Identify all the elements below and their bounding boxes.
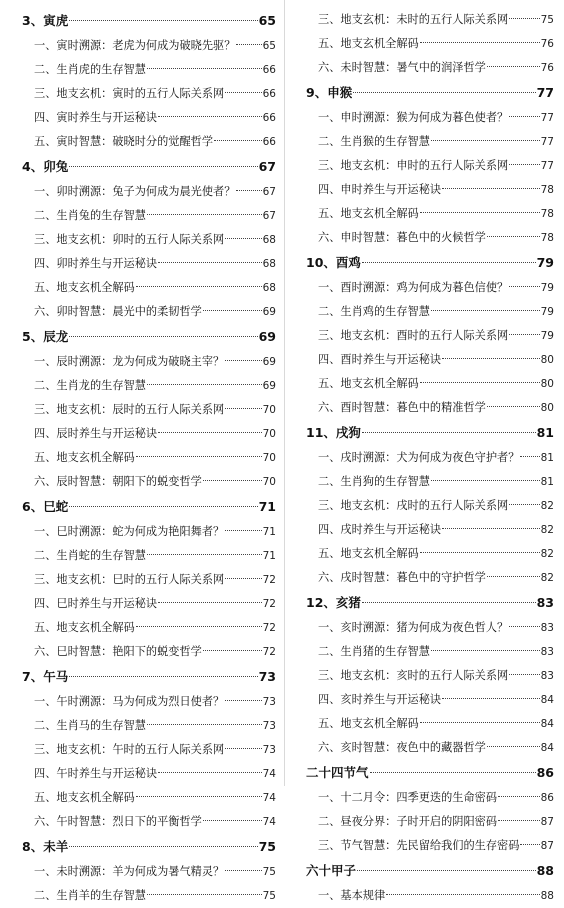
entry-title: 五、地支玄机全解码	[318, 37, 419, 50]
toc-entry[interactable]	[22, 180, 276, 204]
page-number: 68	[262, 258, 276, 270]
entry-title: 一、未时溯源：羊为何成为暑气精灵？	[34, 865, 225, 878]
entry-title: 四、午时养生与开运秘诀	[34, 767, 158, 780]
dot-leader	[69, 846, 257, 847]
entry-title: 二、生肖龙的生存智慧	[34, 379, 146, 392]
dot-leader	[225, 700, 261, 701]
toc-entry[interactable]	[22, 300, 276, 324]
entry-title: 五、地支玄机全解码	[318, 547, 419, 560]
entry-title: 三、地支玄机：寅时的五行人际关系网	[34, 87, 225, 100]
entry-title: 五、地支玄机全解码	[34, 451, 135, 464]
toc-entry[interactable]	[22, 640, 276, 664]
entry-title: 二、生肖鸡的生存智慧	[318, 305, 430, 318]
entry-title: 三、地支玄机：卯时的五行人际关系网	[34, 233, 225, 246]
entry-title: 二、生肖蛇的生存智慧	[34, 549, 146, 562]
toc-entry[interactable]	[22, 714, 276, 738]
page-number: 84	[540, 742, 554, 754]
dot-leader	[136, 796, 262, 797]
toc-entry[interactable]	[306, 688, 554, 712]
toc-entry[interactable]	[306, 202, 554, 226]
dot-leader	[353, 92, 535, 93]
dot-leader	[236, 190, 261, 191]
dot-leader	[147, 894, 262, 895]
page-number: 78	[540, 232, 554, 244]
entry-title: 三、地支玄机：未时的五行人际关系网	[318, 13, 509, 26]
page-number: 75	[262, 890, 276, 902]
toc-entry[interactable]	[22, 252, 276, 276]
toc-section-heading[interactable]	[306, 420, 554, 446]
dot-leader	[225, 92, 261, 93]
page-number: 65	[258, 13, 276, 28]
dot-leader	[442, 358, 540, 359]
dot-leader	[509, 334, 539, 335]
toc-entry[interactable]	[22, 204, 276, 228]
dot-leader	[362, 602, 536, 603]
dot-leader	[420, 212, 540, 213]
entry-title: 六、卯时智慧：晨光中的柔韧哲学	[34, 305, 202, 318]
page-number: 79	[536, 255, 554, 270]
page-number: 72	[262, 598, 276, 610]
toc-section-heading[interactable]	[22, 494, 276, 520]
entry-title: 三、地支玄机：亥时的五行人际关系网	[318, 669, 509, 682]
toc-section-heading[interactable]	[22, 8, 276, 34]
dot-leader	[362, 262, 536, 263]
page-number: 69	[262, 306, 276, 318]
dot-leader	[136, 456, 262, 457]
entry-title: 四、卯时养生与开运秘诀	[34, 257, 158, 270]
section-title: 六十甲子	[306, 863, 357, 878]
toc-entry[interactable]	[306, 736, 554, 760]
dot-leader	[487, 66, 540, 67]
entry-title: 三、地支玄机：申时的五行人际关系网	[318, 159, 509, 172]
toc-entry[interactable]	[22, 106, 276, 130]
page-number: 70	[262, 404, 276, 416]
dot-leader	[69, 166, 257, 167]
entry-title: 三、地支玄机：午时的五行人际关系网	[34, 743, 225, 756]
toc-entry[interactable]	[306, 396, 554, 420]
page-number: 77	[540, 112, 554, 124]
page-number: 82	[540, 500, 554, 512]
dot-leader	[203, 820, 262, 821]
dot-leader	[362, 432, 536, 433]
entry-title: 四、戌时养生与开运秘诀	[318, 523, 442, 536]
dot-leader	[69, 20, 257, 21]
dot-leader	[225, 870, 261, 871]
dot-leader	[214, 140, 262, 141]
page-number: 75	[258, 839, 276, 854]
toc-section-heading[interactable]	[306, 250, 554, 276]
dot-leader	[158, 116, 262, 117]
dot-leader	[487, 236, 540, 237]
toc-entry[interactable]	[306, 712, 554, 736]
toc-entry[interactable]	[306, 786, 554, 810]
dot-leader	[431, 650, 540, 651]
dot-leader	[442, 528, 540, 529]
dot-leader	[509, 116, 539, 117]
dot-leader	[420, 552, 540, 553]
toc-entry[interactable]	[22, 34, 276, 58]
page-number: 72	[262, 646, 276, 658]
entry-title: 六、午时智慧：烈日下的平衡哲学	[34, 815, 202, 828]
dot-leader	[158, 602, 262, 603]
toc-right-column	[306, 8, 554, 902]
dot-leader	[509, 674, 539, 675]
dot-leader	[158, 432, 262, 433]
toc-entry[interactable]	[306, 446, 554, 470]
dot-leader	[357, 870, 536, 871]
page-number: 77	[540, 136, 554, 148]
dot-leader	[203, 310, 262, 311]
toc-entry[interactable]	[306, 616, 554, 640]
dot-leader	[487, 746, 540, 747]
toc-entry[interactable]	[306, 566, 554, 590]
entry-title: 四、巳时养生与开运秘诀	[34, 597, 158, 610]
entry-title: 六、辰时智慧：朝阳下的蜕变哲学	[34, 475, 202, 488]
page-number: 74	[262, 792, 276, 804]
page-number: 76	[540, 62, 554, 74]
page-number: 72	[262, 574, 276, 586]
dot-leader	[431, 480, 540, 481]
toc-entry[interactable]	[22, 592, 276, 616]
toc-entry[interactable]	[306, 130, 554, 154]
toc-section-heading[interactable]	[306, 858, 554, 884]
section-title: 7、午马	[22, 669, 69, 684]
page-number: 71	[262, 526, 276, 538]
toc-entry[interactable]	[22, 82, 276, 106]
page-number: 74	[262, 768, 276, 780]
toc-entry[interactable]	[306, 834, 554, 858]
page-number: 73	[262, 696, 276, 708]
entry-title: 五、地支玄机全解码	[34, 621, 135, 634]
toc-entry[interactable]	[22, 276, 276, 300]
entry-title: 六、酉时智慧：暮色中的精准哲学	[318, 401, 486, 414]
dot-leader	[442, 698, 540, 699]
dot-leader	[509, 286, 539, 287]
entry-title: 五、地支玄机全解码	[34, 791, 135, 804]
page-number: 87	[540, 840, 554, 852]
page-number: 81	[536, 425, 554, 440]
dot-leader	[420, 42, 540, 43]
toc-entry[interactable]	[306, 56, 554, 80]
page-number: 87	[540, 816, 554, 828]
page-number: 69	[262, 356, 276, 368]
page-number: 66	[262, 64, 276, 76]
page-number: 80	[540, 354, 554, 366]
page-number: 79	[540, 306, 554, 318]
page-number: 81	[540, 476, 554, 488]
toc-section-heading[interactable]	[22, 664, 276, 690]
page-number: 77	[536, 85, 554, 100]
dot-leader	[509, 626, 539, 627]
dot-leader	[520, 456, 539, 457]
dot-leader	[136, 286, 262, 287]
dot-leader	[509, 18, 539, 19]
dot-leader	[147, 554, 262, 555]
toc-entry[interactable]	[22, 520, 276, 544]
dot-leader	[431, 140, 540, 141]
page-number: 71	[258, 499, 276, 514]
toc-entry[interactable]	[306, 664, 554, 688]
dot-leader	[509, 504, 539, 505]
dot-leader	[370, 772, 536, 773]
toc-left-column	[22, 8, 276, 902]
toc-entry[interactable]	[22, 616, 276, 640]
page-number: 66	[262, 136, 276, 148]
dot-leader	[147, 384, 262, 385]
page-number: 71	[262, 550, 276, 562]
page-number: 88	[536, 863, 554, 878]
page-number: 69	[258, 329, 276, 344]
page-number: 84	[540, 718, 554, 730]
toc-section-heading[interactable]	[306, 590, 554, 616]
page-number: 69	[262, 380, 276, 392]
page-number: 73	[262, 744, 276, 756]
dot-leader	[69, 676, 257, 677]
toc-entry[interactable]	[306, 348, 554, 372]
page-number: 70	[262, 428, 276, 440]
toc-entry[interactable]	[22, 568, 276, 592]
dot-leader	[498, 796, 540, 797]
toc-entry[interactable]	[306, 494, 554, 518]
toc-entry[interactable]	[306, 226, 554, 250]
page-number: 68	[262, 282, 276, 294]
toc-entry[interactable]	[22, 810, 276, 834]
dot-leader	[69, 336, 257, 337]
dot-leader	[236, 44, 261, 45]
page-number: 74	[262, 816, 276, 828]
section-title: 3、寅虎	[22, 13, 69, 28]
page-number: 83	[540, 670, 554, 682]
entry-title: 二、生肖猪的生存智慧	[318, 645, 430, 658]
dot-leader	[203, 480, 262, 481]
column-divider	[284, 0, 285, 786]
dot-leader	[225, 530, 261, 531]
entry-title: 二、生肖狗的生存智慧	[318, 475, 430, 488]
dot-leader	[158, 772, 262, 773]
entry-title: 一、午时溯源：马为何成为烈日使者？	[34, 695, 225, 708]
entry-title: 二、昼夜分界：子时开启的阴阳密码	[318, 815, 498, 828]
entry-title: 三、地支玄机：酉时的五行人际关系网	[318, 329, 509, 342]
entry-title: 三、地支玄机：辰时的五行人际关系网	[34, 403, 225, 416]
toc-entry[interactable]	[306, 106, 554, 130]
entry-title: 一、十二月令：四季更迭的生命密码	[318, 791, 498, 804]
entry-title: 二、生肖马的生存智慧	[34, 719, 146, 732]
page-number: 84	[540, 694, 554, 706]
page-number: 73	[262, 720, 276, 732]
entry-title: 五、地支玄机全解码	[318, 377, 419, 390]
toc-entry[interactable]	[306, 372, 554, 396]
entry-title: 二、生肖羊的生存智慧	[34, 889, 146, 902]
page-number: 75	[540, 14, 554, 26]
entry-title: 二、生肖猴的生存智慧	[318, 135, 430, 148]
toc-section-heading[interactable]	[22, 834, 276, 860]
toc-entry[interactable]	[306, 8, 554, 32]
page-number: 83	[540, 646, 554, 658]
page-number: 82	[540, 548, 554, 560]
entry-title: 四、辰时养生与开运秘诀	[34, 427, 158, 440]
entry-title: 四、寅时养生与开运秘诀	[34, 111, 158, 124]
section-title: 10、酉鸡	[306, 255, 361, 270]
page-number: 77	[540, 160, 554, 172]
toc-entry[interactable]	[22, 130, 276, 154]
page-number: 81	[540, 452, 554, 464]
page-number: 67	[258, 159, 276, 174]
page-number: 79	[540, 330, 554, 342]
entry-title: 五、地支玄机全解码	[34, 281, 135, 294]
section-title: 4、卯兔	[22, 159, 69, 174]
page-number: 68	[262, 234, 276, 246]
toc-entry[interactable]	[22, 690, 276, 714]
toc-entry[interactable]	[22, 884, 276, 908]
dot-leader	[225, 748, 261, 749]
page-number: 83	[540, 622, 554, 634]
page-number: 66	[262, 112, 276, 124]
dot-leader	[225, 408, 261, 409]
entry-title: 六、戌时智慧：暮色中的守护哲学	[318, 571, 486, 584]
section-title: 12、亥猪	[306, 595, 361, 610]
toc-entry[interactable]	[22, 762, 276, 786]
dot-leader	[147, 724, 262, 725]
entry-title: 一、辰时溯源：龙为何成为破晓主宰？	[34, 355, 225, 368]
dot-leader	[431, 310, 540, 311]
page-number: 80	[540, 378, 554, 390]
dot-leader	[487, 576, 540, 577]
toc-section-heading[interactable]	[22, 154, 276, 180]
toc-entry[interactable]	[22, 422, 276, 446]
page-number: 65	[262, 40, 276, 52]
toc-entry[interactable]	[22, 544, 276, 568]
page-number: 80	[540, 402, 554, 414]
toc-entry[interactable]	[22, 446, 276, 470]
entry-title: 四、亥时养生与开运秘诀	[318, 693, 442, 706]
entry-title: 一、卯时溯源：兔子为何成为晨光使者？	[34, 185, 236, 198]
toc-entry[interactable]	[22, 228, 276, 252]
toc-entry[interactable]	[306, 32, 554, 56]
dot-leader	[386, 894, 539, 895]
entry-title: 一、酉时溯源：鸡为何成为暮色信使？	[318, 281, 509, 294]
section-title: 11、戌狗	[306, 425, 361, 440]
dot-leader	[225, 360, 261, 361]
toc-entry[interactable]	[306, 154, 554, 178]
section-title: 5、辰龙	[22, 329, 69, 344]
entry-title: 五、地支玄机全解码	[318, 717, 419, 730]
entry-title: 二、生肖虎的生存智慧	[34, 63, 146, 76]
dot-leader	[225, 578, 261, 579]
toc-entry[interactable]	[306, 178, 554, 202]
entry-title: 一、亥时溯源：猪为何成为夜色哲人？	[318, 621, 509, 634]
toc-entry[interactable]	[306, 470, 554, 494]
toc-entry[interactable]	[306, 300, 554, 324]
toc-entry[interactable]	[306, 810, 554, 834]
page-number: 88	[540, 890, 554, 902]
entry-title: 一、申时溯源：猴为何成为暮色使者？	[318, 111, 509, 124]
dot-leader	[520, 844, 539, 845]
page-number: 79	[540, 282, 554, 294]
page-number: 78	[540, 184, 554, 196]
toc-entry[interactable]	[306, 276, 554, 300]
page-number: 86	[536, 765, 554, 780]
dot-leader	[487, 406, 540, 407]
page-number: 70	[262, 452, 276, 464]
entry-title: 六、巳时智慧：艳阳下的蜕变哲学	[34, 645, 202, 658]
page-number: 72	[262, 622, 276, 634]
dot-leader	[420, 382, 540, 383]
dot-leader	[509, 164, 539, 165]
section-title: 8、未羊	[22, 839, 69, 854]
entry-title: 一、基本规律	[318, 889, 386, 902]
page-number: 86	[540, 792, 554, 804]
dot-leader	[225, 238, 261, 239]
dot-leader	[442, 188, 540, 189]
page-number: 78	[540, 208, 554, 220]
page-number: 76	[540, 38, 554, 50]
toc-entry[interactable]	[306, 542, 554, 566]
dot-leader	[136, 626, 262, 627]
entry-title: 三、地支玄机：巳时的五行人际关系网	[34, 573, 225, 586]
dot-leader	[69, 506, 257, 507]
toc-entry[interactable]	[22, 350, 276, 374]
page-number: 67	[262, 186, 276, 198]
dot-leader	[158, 262, 262, 263]
dot-leader	[147, 214, 262, 215]
page-number: 67	[262, 210, 276, 222]
toc-section-heading[interactable]	[22, 324, 276, 350]
entry-title: 二、生肖兔的生存智慧	[34, 209, 146, 222]
toc-entry[interactable]	[306, 640, 554, 664]
page-number: 75	[262, 866, 276, 878]
section-title: 9、申猴	[306, 85, 353, 100]
page-number: 73	[258, 669, 276, 684]
toc-entry[interactable]	[22, 374, 276, 398]
toc-entry[interactable]	[306, 324, 554, 348]
entry-title: 三、节气智慧：先民留给我们的生存密码	[318, 839, 520, 852]
toc-entry[interactable]	[306, 884, 554, 908]
page-number: 82	[540, 572, 554, 584]
entry-title: 一、寅时溯源：老虎为何成为破晓先驱？	[34, 39, 236, 52]
toc-entry[interactable]	[306, 518, 554, 542]
dot-leader	[420, 722, 540, 723]
page-number: 82	[540, 524, 554, 536]
page-number: 70	[262, 476, 276, 488]
toc-section-heading[interactable]	[306, 760, 554, 786]
page-number: 66	[262, 88, 276, 100]
entry-title: 一、戌时溯源：犬为何成为夜色守护者？	[318, 451, 520, 464]
toc-entry[interactable]	[22, 470, 276, 494]
toc-entry[interactable]	[22, 738, 276, 762]
entry-title: 一、巳时溯源：蛇为何成为艳阳舞者？	[34, 525, 225, 538]
entry-title: 五、地支玄机全解码	[318, 207, 419, 220]
toc-entry[interactable]	[22, 398, 276, 422]
entry-title: 四、酉时养生与开运秘诀	[318, 353, 442, 366]
section-title: 6、巳蛇	[22, 499, 69, 514]
entry-title: 四、申时养生与开运秘诀	[318, 183, 442, 196]
dot-leader	[147, 68, 262, 69]
toc-entry[interactable]	[22, 786, 276, 810]
entry-title: 五、寅时智慧：破晓时分的觉醒哲学	[34, 135, 214, 148]
toc-section-heading[interactable]	[306, 80, 554, 106]
section-title: 二十四节气	[306, 765, 369, 780]
toc-entry[interactable]	[22, 860, 276, 884]
entry-title: 六、申时智慧：暮色中的火候哲学	[318, 231, 486, 244]
dot-leader	[498, 820, 540, 821]
dot-leader	[203, 650, 262, 651]
toc-entry[interactable]	[22, 58, 276, 82]
entry-title: 六、未时智慧：暑气中的润泽哲学	[318, 61, 486, 74]
entry-title: 三、地支玄机：戌时的五行人际关系网	[318, 499, 509, 512]
entry-title: 六、亥时智慧：夜色中的藏器哲学	[318, 741, 486, 754]
page-number: 83	[536, 595, 554, 610]
